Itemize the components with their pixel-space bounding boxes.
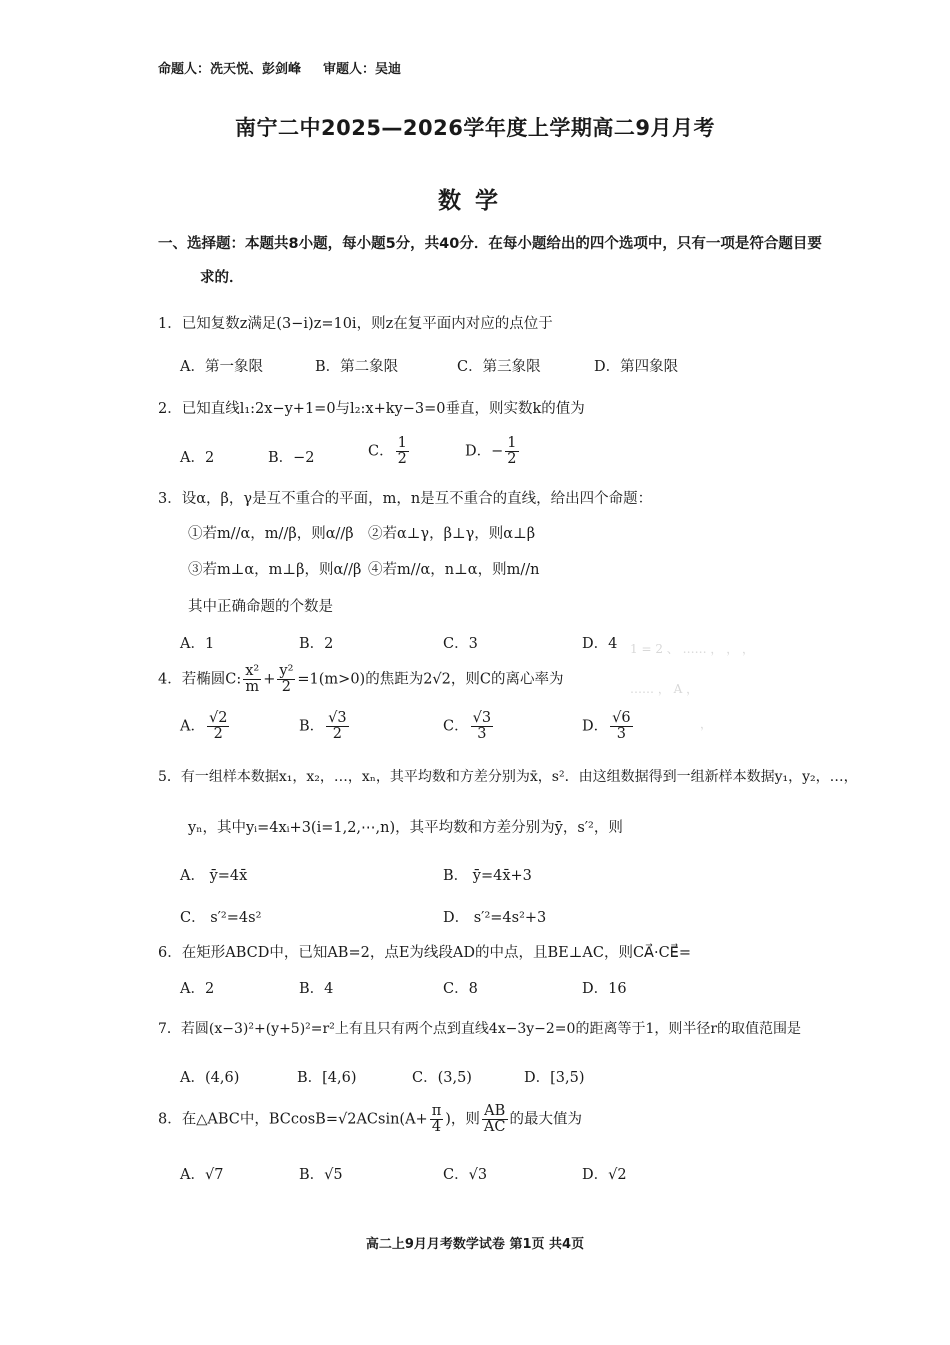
q4-option-c-fraction [471,711,493,742]
reviewer: 审题人：吴迪 [323,62,402,77]
q2-option-a: A．2 [180,450,215,466]
q3-option-a: A．1 [180,636,215,652]
authors: 命题人：冼天悦、彭剑峰 [158,62,302,77]
q3-proposition-4: ④若m//α，n⊥α，则m//n [368,562,540,578]
q2-option-c-label: C． [368,443,394,460]
q8-stem-a: 8．在△ABC中，BCcosB=√2ACsin(A+ [158,1111,428,1128]
q8-pi: π [431,1103,442,1119]
question-6-stem: 6．在矩形ABCD中，已知AB=2，点E为线段AD的中点，且BE⊥AC，则CA⃗·CE⃗= [158,945,691,961]
q8-option-a: A．√7 [180,1167,224,1183]
q4-m: m [245,679,260,696]
q8-option-d: D．√2 [582,1167,627,1183]
q4-option-b [299,711,351,742]
q3-option-d: D．4 [582,636,618,652]
q4-b-den: 2 [332,726,342,743]
question-7-stem: 7．若圆(x−3)²+(y+5)²=r²上有且只有两个点到直线4x−3y−2=0的距离等于1，则半径r的取值范围是 [158,1021,802,1037]
q2-option-c [368,436,411,467]
q5-option-b: B． ȳ=4x̄+3 [443,868,532,884]
q1-option-b: B．第二象限 [315,359,399,375]
authors-line [158,58,401,77]
q3-proposition-3: ③若m⊥α，m⊥β，则α//β [188,562,362,578]
q4-option-d [582,711,635,742]
ghost-text-3: ， [700,717,713,731]
q8-option-b: B．√5 [299,1167,343,1183]
q4-d-num: √6 [612,710,631,726]
q4-x2: x² [245,663,260,679]
q4-c-num: √3 [472,710,492,726]
q7-option-d: D．[3,5) [524,1070,585,1086]
q5-option-a: A． ȳ=4x̄ [180,868,248,884]
q1-option-c: C．第三象限 [457,359,541,375]
q4-d-den: 3 [616,726,626,743]
subject-title: 数学 [438,188,512,214]
question-4-stem [158,664,564,695]
q8-option-c: C．√3 [443,1167,488,1183]
question-3-stem: 3．设α，β，γ是互不重合的平面，m，n是互不重合的直线，给出四个命题： [158,491,653,507]
q8-stem-b: )，则 [445,1111,480,1128]
q8-four: 4 [431,1119,442,1136]
section1-instruction-line2: 求的． [200,270,244,286]
q4-option-b-label: B． [299,718,325,735]
q3-option-b: B．2 [299,636,334,652]
q3-proposition-1: ①若m//α，m//β，则α//β [188,526,354,542]
q8-ab: AB [482,1104,508,1120]
q4-option-c [443,711,495,742]
q7-option-a: A．(4,6) [180,1070,240,1086]
ghost-text-2: …… ， A ， [630,682,699,696]
q8-frac-ratio [482,1104,508,1135]
q4-y2: y² [279,663,294,679]
q3-proposition-2: ②若α⊥γ，β⊥γ，则α⊥β [368,526,536,542]
q6-option-d: D．16 [582,981,627,997]
section1-instruction-line1: 一、选择题：本题共8小题，每小题5分，共40分．在每小题给出的四个选项中，只有一项是符合题目要 [158,236,822,252]
q5-option-c: C． s′²=4s² [180,910,262,926]
question-1-stem: 1．已知复数z满足(3−i)z=10i，则z在复平面内对应的点位于 [158,316,553,332]
q7-option-c: C．(3,5) [412,1070,472,1086]
q2-c-den: 2 [397,451,407,468]
q8-stem-c: 的最大值为 [509,1111,582,1128]
q7-option-b: B．[4,6) [297,1070,357,1086]
q4-option-a-label: A． [180,718,205,735]
q2-option-b: B．−2 [268,450,315,466]
q2-option-d-fraction [505,436,518,467]
q3-ask: 其中正确命题的个数是 [188,599,333,615]
q3-option-c: C．3 [443,636,478,652]
q4-a-den: 2 [213,726,223,743]
q4-stem-b: =1(m>0)的焦距为2√2，则C的离心率为 [297,671,564,688]
q4-option-a [180,711,231,742]
q8-ac: AC [483,1119,506,1136]
q2-d-num: 1 [507,435,517,451]
q4-frac-y [277,664,295,695]
q4-option-b-fraction [326,711,348,742]
q6-option-a: A．2 [180,981,215,997]
q4-two: 2 [281,679,291,696]
q2-option-d-label: D．− [465,443,504,460]
q5-option-d: D． s′²=4s²+3 [443,910,547,926]
q6-option-c: C．8 [443,981,478,997]
q4-b-num: √3 [328,710,347,726]
q1-option-a: A．第一象限 [180,359,263,375]
q4-c-den: 3 [477,726,487,743]
q2-d-den: 2 [507,451,517,468]
ghost-text-1: 1 = 2 、 …… ， ， ， [630,642,755,656]
q4-option-a-fraction [207,711,229,742]
q4-option-d-fraction [610,711,632,742]
q2-option-c-fraction [396,436,409,467]
page-footer: 高二上9月月考数学试卷 第1页 共4页 [365,1237,585,1252]
question-5-stem-line1: 5．有一组样本数据x₁，x₂，…，xₙ，其平均数和方差分别为x̄，s²．由这组数据得到一组新样本数据y₁，y₂，…， [158,769,858,785]
q2-option-d [465,436,521,467]
q4-stem-a: 4．若椭圆C: [158,671,242,688]
q4-frac-x [243,664,261,695]
q1-option-d: D．第四象限 [594,359,679,375]
q6-option-b: B．4 [299,981,334,997]
q4-option-d-label: D． [582,718,609,735]
question-5-stem-line2: yₙ，其中yᵢ=4xᵢ+3(i=1,2,⋯,n)，其平均数和方差分别为ȳ，s′²，则 [188,820,623,836]
q2-c-num: 1 [397,435,407,451]
q4-a-num: √2 [208,710,228,726]
q4-plus: + [263,671,276,688]
question-8-stem [158,1104,582,1135]
q8-frac-pi [430,1104,444,1135]
q4-option-c-label: C． [443,718,469,735]
question-2-stem: 2．已知直线l₁:2x−y+1=0与l₂:x+ky−3=0垂直，则实数k的值为 [158,401,585,417]
exam-title: 南宁二中2025—2026学年度上学期高二9月月考 [234,116,715,140]
